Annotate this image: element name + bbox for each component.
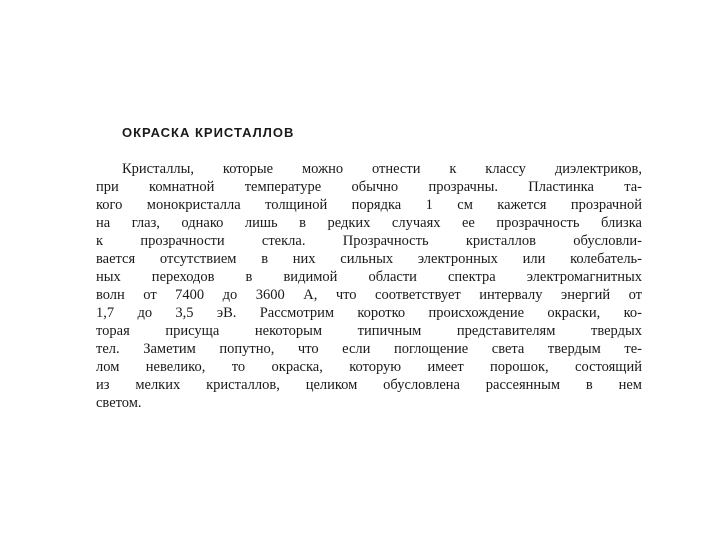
text-line: Кристаллы, которые можно отнести к классу диэлектриков,	[122, 161, 642, 177]
text-line: к прозрачности стекла. Прозрачность кристаллов обусловли-	[96, 233, 642, 249]
text-line: кого монокристалла толщиной порядка 1 см кажется прозрачной	[96, 197, 642, 213]
text-line: лом невелико, то окраска, которую имеет порошок, состоящий	[96, 359, 642, 375]
section-title: ОКРАСКА КРИСТАЛЛОВ	[122, 125, 295, 140]
text-line: тел. Заметим попутно, что если поглощение света твердым те-	[96, 341, 642, 357]
text-line: при комнатной температуре обычно прозрачны. Пластинка та-	[96, 179, 642, 195]
text-line: торая присуща некоторым типичным представителям твердых	[96, 323, 642, 339]
text-line: на глаз, однако лишь в редких случаях ее прозрачность близка	[96, 215, 642, 231]
text-line: из мелких кристаллов, целиком обусловлена рассеянным в нем	[96, 377, 642, 393]
text-line: светом.	[96, 395, 142, 409]
text-line: вается отсутствием в них сильных электронных или колебатель-	[96, 251, 642, 267]
text-line: ных переходов в видимой области спектра электромагнитных	[96, 269, 642, 285]
text-line: 1,7 до 3,5 эВ. Рассмотрим коротко происхождение окраски, ко-	[96, 305, 642, 321]
text-line: волн от 7400 до 3600 А, что соответствует интервалу энергий от	[96, 287, 642, 303]
body-paragraph	[96, 160, 642, 409]
